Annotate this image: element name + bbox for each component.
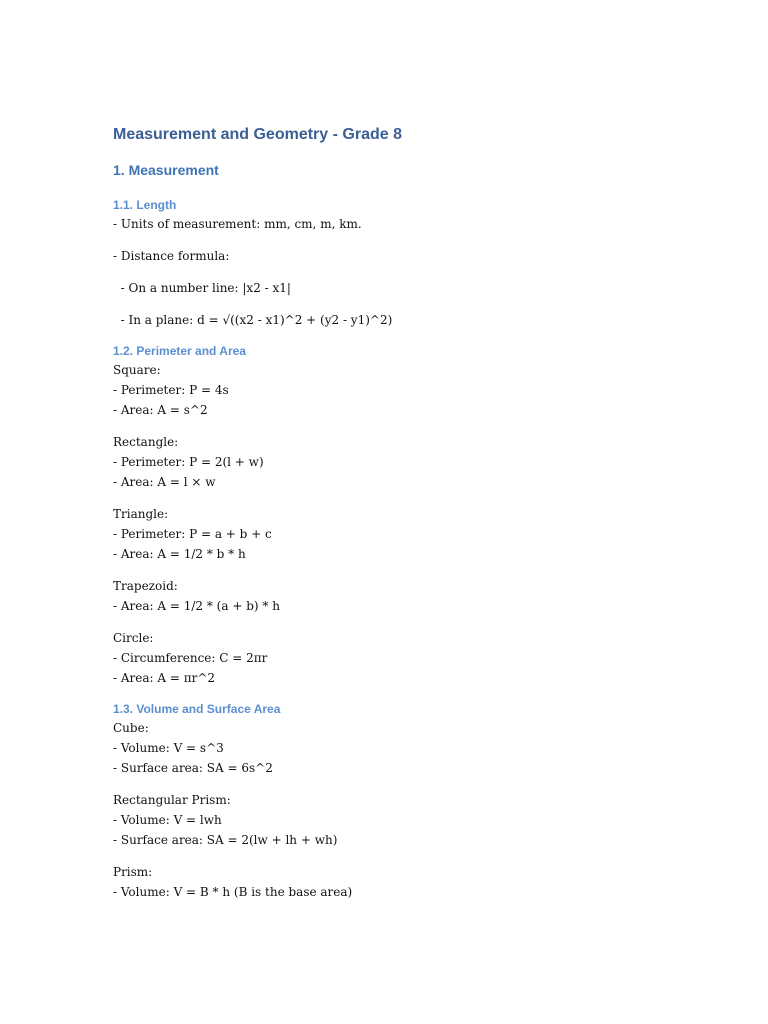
text-line: - Area: A = 1/2 * (a + b) * h [113,599,280,613]
text-line: Circle: [113,631,154,645]
paragraph [113,432,673,492]
text-line: - Volume: V = B * h (B is the base area) [113,885,353,899]
text-line: Rectangle: [113,435,179,449]
paragraph [113,790,673,850]
text-line: Prism: [113,865,153,879]
paragraph [113,246,673,266]
paragraph [113,310,673,330]
document-title: Measurement and Geometry - Grade 8 [113,126,402,143]
paragraph-spacer [113,492,673,504]
paragraph-spacer [113,616,673,628]
paragraph [113,862,673,902]
subsection-heading: 1.2. Perimeter and Area [113,344,246,358]
paragraph-spacer [113,420,673,432]
paragraph-spacer [113,850,673,862]
text-line: - On a number line: |x2 - x1| [113,281,291,295]
paragraph-spacer [113,778,673,790]
text-line: Cube: [113,721,149,735]
text-line: Rectangular Prism: [113,793,231,807]
text-line: - Circumference: C = 2πr [113,651,268,665]
text-line: - Area: A = l × w [113,475,216,489]
subsection-perimeter-area [113,342,673,688]
text-line: Triangle: [113,507,169,521]
section-heading-measurement: 1. Measurement [113,162,219,178]
text-line: - In a plane: d = √((x2 - x1)^2 + (y2 - y1)^2) [113,313,393,327]
text-line: - Volume: V = s^3 [113,741,224,755]
document-body [113,124,673,902]
paragraph [113,628,673,688]
text-line: - Volume: V = lwh [113,813,222,827]
paragraph-spacer [113,298,673,310]
text-line: Square: [113,363,161,377]
sections-container [113,196,673,902]
paragraph [113,718,673,778]
text-line: - Units of measurement: mm, cm, m, km. [113,217,362,231]
text-line: - Area: A = s^2 [113,403,208,417]
text-line: - Surface area: SA = 2(lw + lh + wh) [113,833,338,847]
text-line: Trapezoid: [113,579,178,593]
paragraph-spacer [113,564,673,576]
text-line: - Area: A = 1/2 * b * h [113,547,246,561]
text-line: - Distance formula: [113,249,230,263]
subsection-length [113,196,673,330]
text-line: - Perimeter: P = a + b + c [113,527,272,541]
paragraph-spacer [113,266,673,278]
text-line: - Perimeter: P = 4s [113,383,229,397]
text-line: - Area: A = πr^2 [113,671,216,685]
paragraph [113,360,673,420]
paragraph [113,278,673,298]
subsection-heading: 1.1. Length [113,198,177,212]
paragraph [113,576,673,616]
text-line: - Perimeter: P = 2(l + w) [113,455,264,469]
subsection-volume-surface-area [113,700,673,902]
text-line: - Surface area: SA = 6s^2 [113,761,273,775]
paragraph [113,504,673,564]
subsection-heading: 1.3. Volume and Surface Area [113,702,281,716]
paragraph [113,214,673,234]
paragraph-spacer [113,234,673,246]
